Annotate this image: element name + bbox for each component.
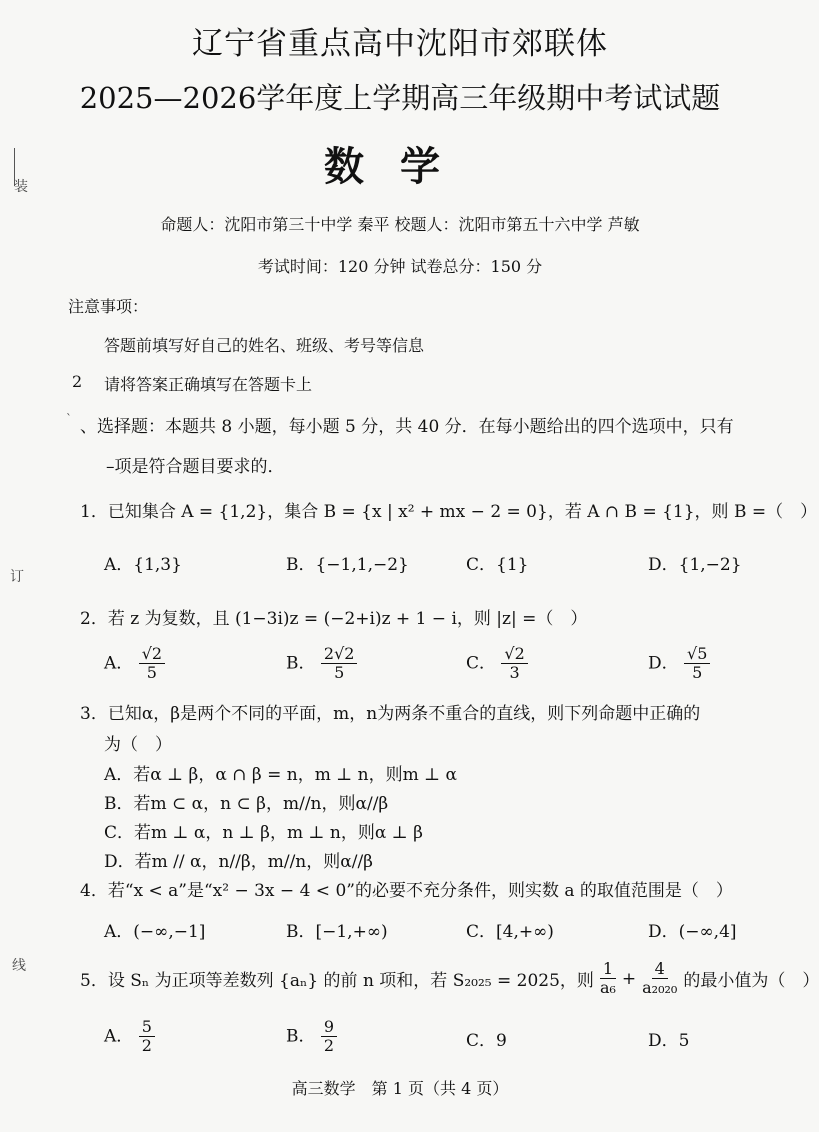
notes-item-2-number: 2 [72, 372, 83, 391]
question-5-option-b [286, 1018, 337, 1056]
numerator: 2√2 [321, 645, 358, 664]
question-4-option-d: D．(−∞,4] [648, 922, 737, 942]
denominator: 2 [141, 1036, 152, 1056]
section-heading-line1: 、选择题：本题共 8 小题，每小题 5 分，共 40 分．在每小题给出的四个选项中，只有 [80, 417, 734, 437]
fraction-1-over-a6 [597, 960, 619, 998]
question-1-option-d: D．{1,−2} [648, 555, 742, 575]
question-5-option-a [104, 1018, 155, 1056]
numerator: √5 [684, 645, 710, 664]
question-3-option-a: A．若α ⊥ β，α ∩ β = n，m ⊥ n，则m ⊥ α [104, 765, 457, 785]
option-label: B． [286, 1026, 316, 1047]
fraction [501, 645, 527, 683]
question-3-option-d: D．若m // α，n//β，m//n，则α//β [104, 852, 374, 872]
fraction [684, 645, 710, 683]
exam-info: 考试时间：120 分钟 试卷总分：150 分 [257, 257, 543, 276]
denominator: 5 [334, 663, 345, 683]
exam-school-title: 辽宁省重点高中沈阳市郊联体 [192, 26, 608, 62]
question-2-option-d [648, 645, 710, 683]
notes-title: 注意事项： [68, 297, 149, 316]
question-2-option-b [286, 645, 357, 683]
question-5-stem-post: 的最小值为（ ） [683, 971, 819, 992]
denominator: a₂₀₂₀ [642, 978, 678, 998]
margin-mark-staple: 订 [10, 569, 24, 585]
question-1-option-c: C．{1} [466, 555, 529, 575]
fraction [139, 645, 165, 683]
section-heading-line2: –项是符合题目要求的． [106, 457, 285, 477]
question-5-stem [80, 960, 819, 998]
denominator: 3 [509, 663, 520, 683]
denominator: 2 [323, 1036, 335, 1056]
page-footer: 高三数学 第 1 页（共 4 页） [291, 1079, 509, 1098]
question-5-stem-pre: 5．设 Sₙ 为正项等差数列 {aₙ} 的前 n 项和，若 S₂₀₂₅ = 2025，则 [80, 971, 594, 992]
question-4-option-c: C．[4,+∞) [466, 922, 554, 942]
fraction-4-over-a2020 [639, 960, 680, 998]
question-4-option-b: B．[−1,+∞) [286, 922, 388, 942]
question-1-stem: 1．已知集合 A = {1,2}，集合 B = {x | x² + mx − 2 = 0}，若 A ∩ B = {1}，则 B =（ ） [80, 502, 818, 522]
numerator: 4 [652, 960, 668, 979]
denominator: a₆ [599, 978, 616, 998]
plus-sign: + [621, 968, 637, 989]
numerator: 9 [321, 1018, 337, 1037]
numerator: √2 [501, 645, 527, 664]
fraction [321, 645, 358, 683]
question-4-option-a: A．(−∞,−1] [104, 922, 206, 942]
question-1-option-a: A．{1,3} [104, 555, 182, 575]
question-2-stem: 2．若 z 为复数，且 (1−3i)z = (−2+i)z + 1 − i，则 |z| =（ ） [80, 609, 588, 629]
denominator: 5 [692, 663, 703, 683]
exam-term-title: 2025—2026学年度上学期高三年级期中考试试题 [79, 81, 721, 115]
authors-line: 命题人：沈阳市第三十中学 秦平 校题人：沈阳市第五十六中学 芦敏 [160, 215, 640, 234]
numerator: 5 [139, 1018, 155, 1037]
option-label: B． [286, 653, 316, 674]
option-label: A． [104, 1026, 134, 1047]
margin-mark-binding: 装 [14, 179, 28, 195]
option-label: C． [466, 653, 497, 674]
option-label: D． [648, 653, 679, 674]
margin-mark-line: 线 [12, 958, 26, 974]
question-1-option-b: B．{−1,1,−2} [286, 555, 409, 575]
option-label: A． [104, 653, 134, 674]
question-5-option-d: D．5 [648, 1031, 690, 1051]
numerator: 1 [600, 960, 616, 979]
question-4-stem: 4．若“x < a”是“x² − 3x − 4 < 0”的必要不充分条件，则实数 a 的取值范围是（ ） [80, 881, 733, 901]
question-3-stem-line1: 3．已知α，β是两个不同的平面，m，n为两条不重合的直线，则下列命题中正确的 [80, 704, 701, 724]
question-3-option-b: B．若m ⊂ α，n ⊂ β，m//n，则α//β [104, 794, 389, 814]
question-2-option-a [104, 645, 165, 683]
fraction [139, 1018, 155, 1056]
notes-item-1: 答题前填写好自己的姓名、班级、考号等信息 [104, 336, 425, 355]
question-3-option-c: C．若m ⊥ α，n ⊥ β，m ⊥ n，则α ⊥ β [104, 823, 423, 843]
denominator: 5 [146, 663, 157, 683]
question-2-option-c [466, 645, 528, 683]
question-3-stem-line2: 为（ ） [104, 735, 172, 755]
subject-title: 数学 [324, 143, 476, 190]
question-5-option-c: C．9 [466, 1031, 507, 1051]
fraction [321, 1018, 337, 1056]
scan-mark: ` [66, 412, 72, 426]
notes-item-2: 请将答案正确填写在答题卡上 [104, 375, 313, 394]
numerator: √2 [139, 645, 165, 664]
